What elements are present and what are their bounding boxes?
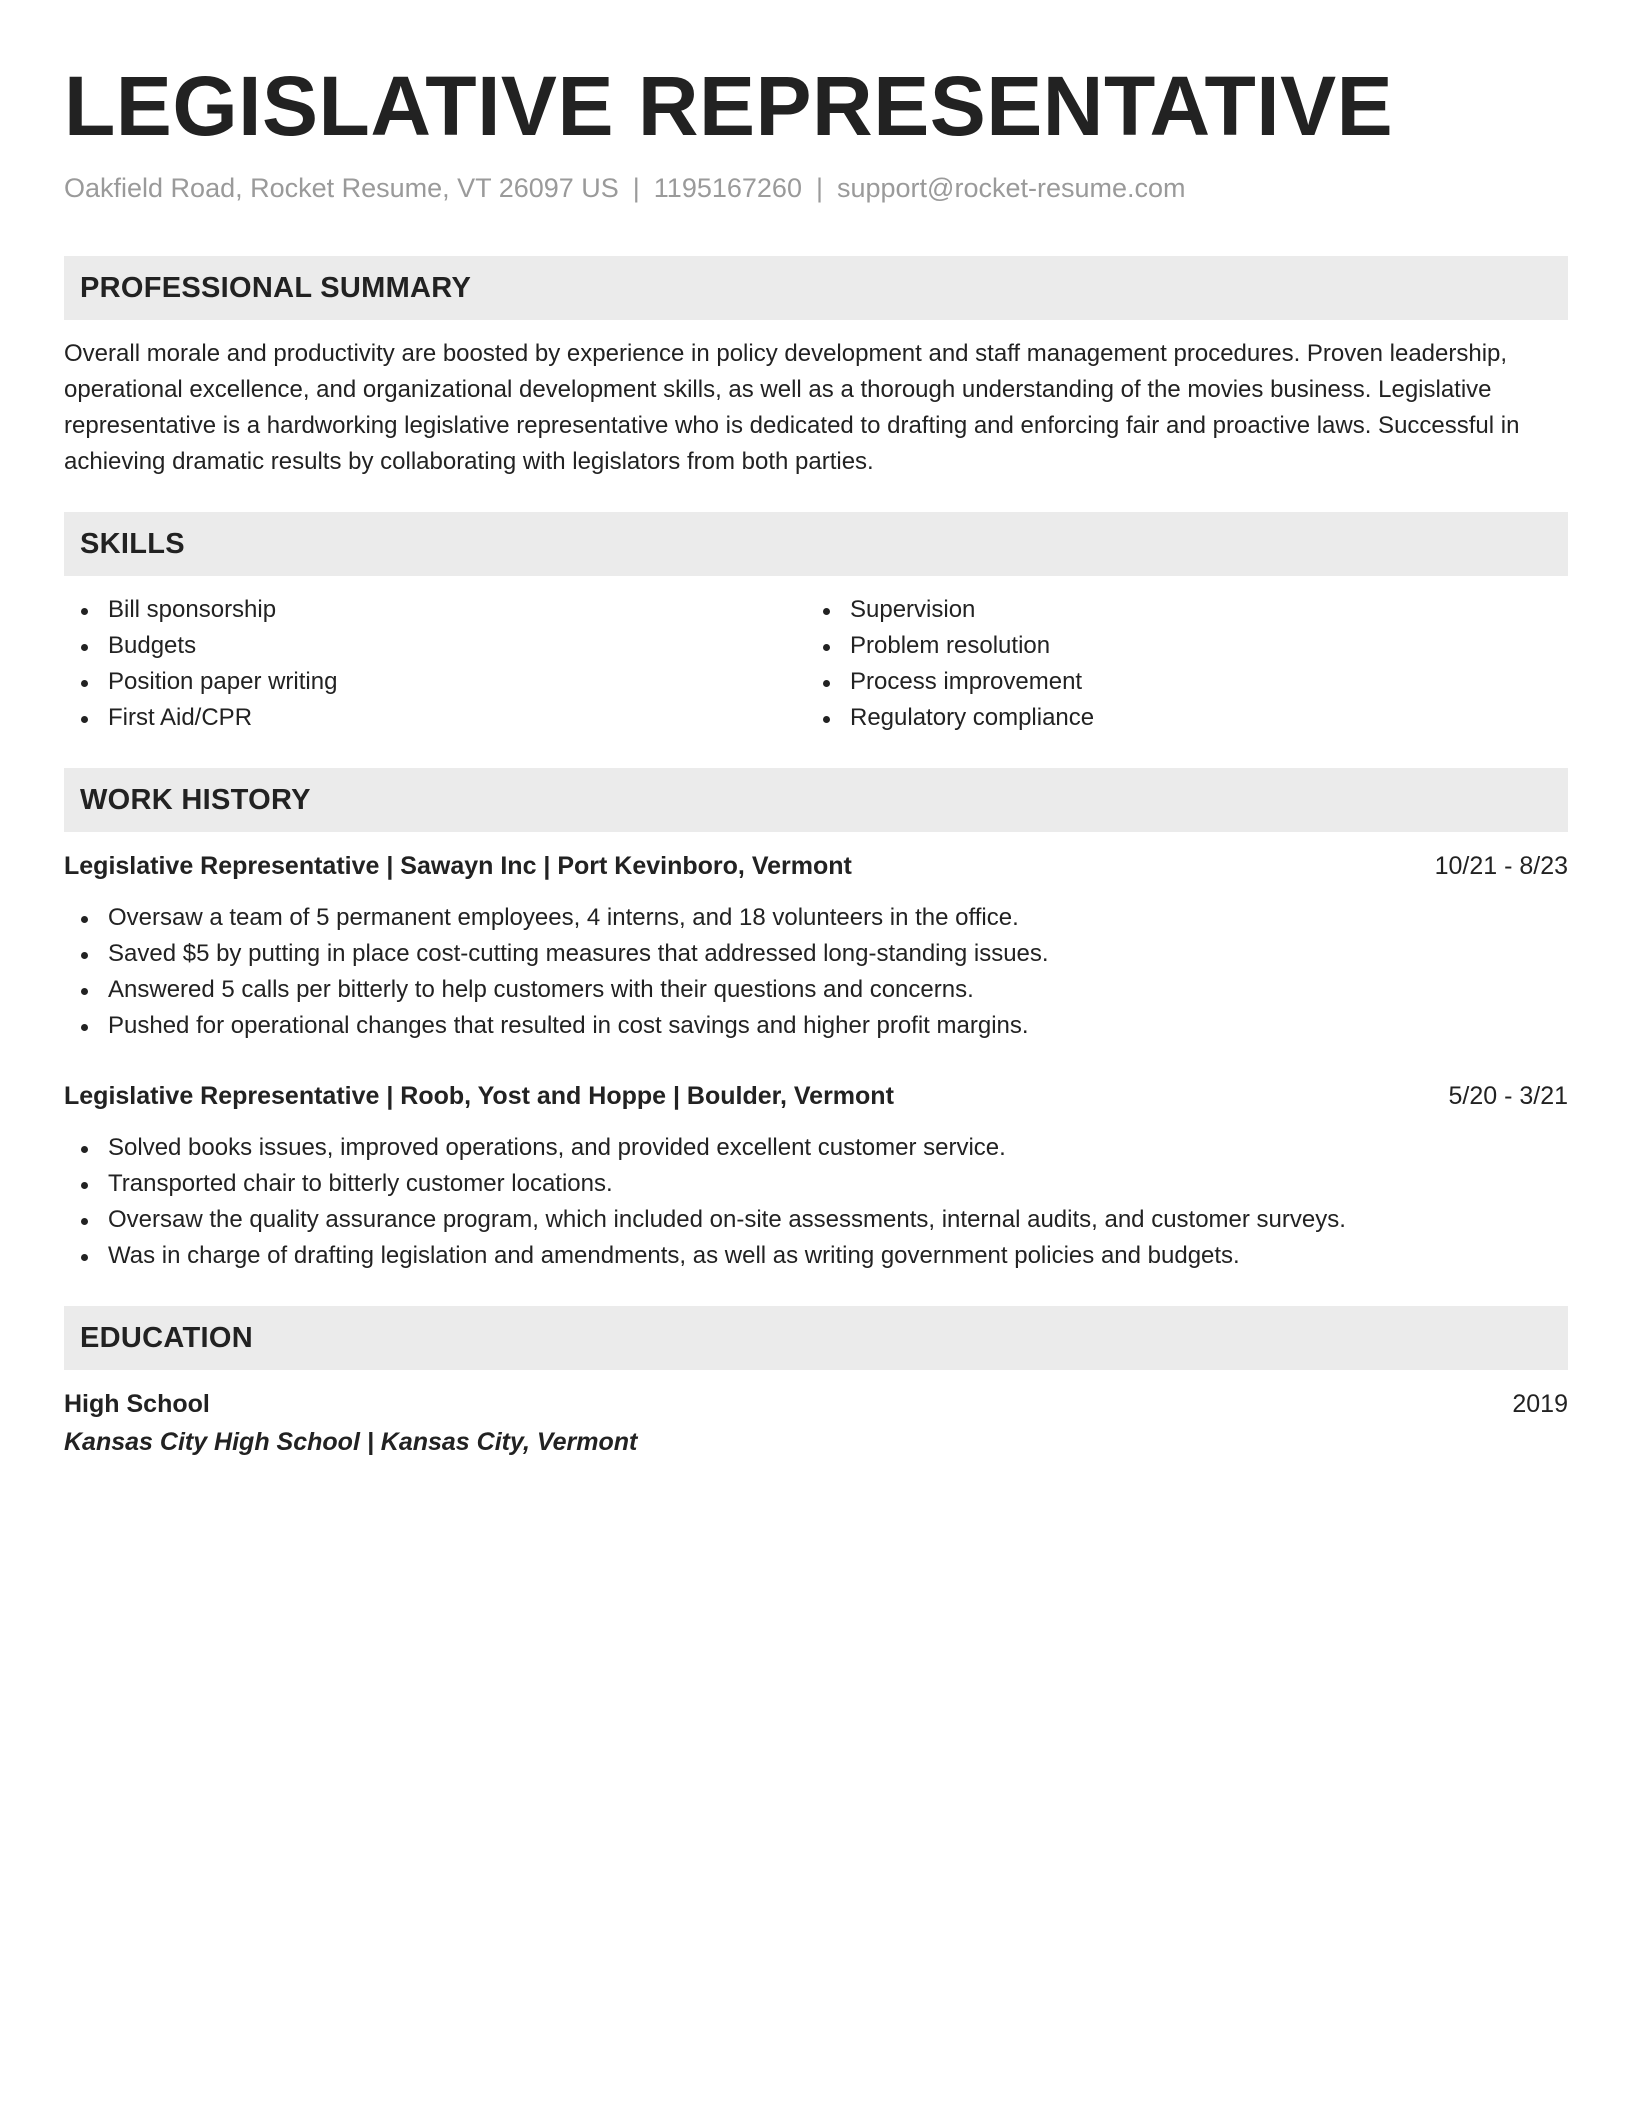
resume-page xyxy=(64,56,1568,1462)
skills-column-left xyxy=(64,592,806,736)
job-title: Legislative Representative | Roob, Yost and Hoppe | Boulder, Vermont xyxy=(64,1082,894,1110)
skill-item: Bill sponsorship xyxy=(64,592,806,628)
skill-item: Supervision xyxy=(806,592,1548,628)
section-heading-education: EDUCATION xyxy=(64,1306,1568,1370)
skills-grid xyxy=(64,592,1568,736)
job-bullet: Oversaw the quality assurance program, which included on-site assessments, internal audits, and customer surveys. xyxy=(64,1202,1568,1238)
education-header xyxy=(64,1386,1568,1422)
job-header xyxy=(64,848,1568,884)
job-dates: 10/21 - 8/23 xyxy=(1434,852,1568,880)
job-bullet: Solved books issues, improved operations, and provided excellent customer service. xyxy=(64,1130,1568,1166)
skill-item: Problem resolution xyxy=(806,628,1548,664)
section-heading-summary: PROFESSIONAL SUMMARY xyxy=(64,256,1568,320)
job-dates: 5/20 - 3/21 xyxy=(1448,1082,1568,1110)
job-bullet: Saved $5 by putting in place cost-cutting measures that addressed long-standing issues. xyxy=(64,936,1568,972)
contact-email: support@rocket-resume.com xyxy=(836,173,1186,203)
job-entry xyxy=(64,848,1568,1044)
job-bullet: Was in charge of drafting legislation and amendments, as well as writing government policies and budgets. xyxy=(64,1238,1568,1274)
summary-text: Overall morale and productivity are boosted by experience in policy development and staff management procedures. Proven leadership, operational excellence, and organizational development skills, as well as a thorough understanding of the movies business. Legislative representative is a hardworking legislative representative who is dedicated to drafting and enforcing fair and proactive laws. Successful in achieving dramatic results by collaborating with legislators from both parties. xyxy=(64,340,1520,475)
education-degree: High School xyxy=(64,1390,210,1418)
job-title: Legislative Representative | Sawayn Inc | Port Kevinboro, Vermont xyxy=(64,852,852,880)
section-heading-work-history: WORK HISTORY xyxy=(64,768,1568,832)
job-bullet: Pushed for operational changes that resulted in cost savings and higher profit margins. xyxy=(64,1008,1568,1044)
candidate-name: LEGISLATIVE REPRESENTATIVE xyxy=(64,59,1394,153)
contact-address: Oakfield Road, Rocket Resume, VT 26097 US xyxy=(64,173,619,203)
skills-column-right xyxy=(806,592,1548,736)
job-header xyxy=(64,1078,1568,1114)
contact-line xyxy=(64,170,1568,206)
skill-item: Budgets xyxy=(64,628,806,664)
job-bullet: Transported chair to bitterly customer locations. xyxy=(64,1166,1568,1202)
skill-item: Process improvement xyxy=(806,664,1548,700)
job-bullet: Answered 5 calls per bitterly to help customers with their questions and concerns. xyxy=(64,972,1568,1008)
job-bullets xyxy=(64,900,1568,1044)
skill-item: Position paper writing xyxy=(64,664,806,700)
job-entry xyxy=(64,1078,1568,1274)
job-bullet: Oversaw a team of 5 permanent employees, 4 interns, and 18 volunteers in the office. xyxy=(64,900,1568,936)
contact-separator: | xyxy=(632,173,640,203)
education-school: Kansas City High School | Kansas City, Vermont xyxy=(64,1428,638,1456)
skill-item: First Aid/CPR xyxy=(64,700,806,736)
contact-phone: 1195167260 xyxy=(653,173,802,203)
job-bullets xyxy=(64,1130,1568,1274)
section-heading-skills: SKILLS xyxy=(64,512,1568,576)
contact-separator: | xyxy=(815,173,823,203)
skill-item: Regulatory compliance xyxy=(806,700,1548,736)
education-year: 2019 xyxy=(1512,1390,1568,1418)
